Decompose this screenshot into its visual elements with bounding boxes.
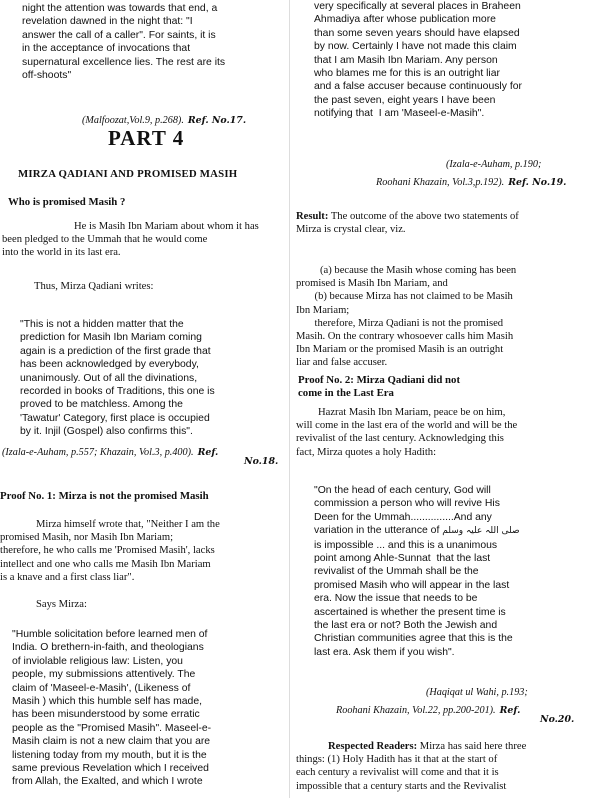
quote-continuation-braheen: very specifically at several places in Braheen Ahmadiya after whose publication more than some seven years should have elapsed by now. Certainly I have not made this claim that I am Masih Ibn Mariam. Any person who blames me for this is an outright liar and a false accuser because continuously for the past seven, eight years I have been notifying that I am 'Maseel-e-Masih". [314,1,522,120]
arabic-honorific: صلی اللہ علیہ وسلم [442,526,520,537]
quote-hadith-part2: is impossible ... and this is a unanimous point among Ahle-Sunnat that the last revivalist of the Ummah shall be the promised Masih who will appear in the last era. Now the issue that needs to be ascertained is whether the present time is the last era or not? Both the Jewish and Christian communities agree that this is the last era. Ask them if you wish". [314,539,513,658]
reference-20-line1: (Haqiqat ul Wahi, p.193; [426,687,528,698]
reference-20-source: Roohani Khazain, Vol.22, pp.200-201). [336,705,496,716]
intro-quote-continuation: night the attention was towards that end, a revelation dawned in the night that: "I answer the call of a caller". For saints, it is in the acceptance of invocations that supernatural excellence lies. The rest are its off-shoots" [22,3,226,82]
proof-1-heading: Proof No. 1: Mirza is not the promised Masih [0,490,209,502]
quote-hadith [314,484,520,659]
says-mirza: Says Mirza: [36,599,87,610]
reference-18-source: (Izala-e-Auham, p.557; Khazain, Vol.3, p.400). [2,447,194,458]
reference-19-source: Roohani Khazain, Vol.3,p.192). [376,177,505,188]
proof-2-paragraph-text: Hazrat Masih Ibn Mariam, peace be on him, will come in the last era of the world and will be the revivalist of the last century. Acknowledging this fact, Mirza quotes a holy Hadith: [296,407,518,458]
reference-18-mark: Ref. [197,447,219,458]
para-who-is-masih [2,220,259,260]
reference-20-mark: Ref. [499,705,521,716]
reference-18 [2,442,218,460]
para-who-is-masih-text: He is Masih Ibn Mariam about whom it has been pledged to the Ummah that he would come into the world in its last era. [2,221,259,259]
quote-prediction: "This is not a hidden matter that the prediction for Masih Ibn Mariam coming again is a prediction of the first grade that has been acknowledged by everybody, unanimously. Out of all the divinations, recorded in books of Traditions, this one is proved to be matchless. Among the 'Tawatur' Category, first place is occupied by it. Injil (Gospel) also confirms this". [20,319,215,438]
proof-2-heading: Proof No. 2: Mirza Qadiani did not come in the Last Era [298,374,461,400]
reference-20 [336,700,520,718]
quote-hadith-part1: "On the head of each century, God will commission a person who will revive His Deen for the Ummah...............And any variation in the utterance of [314,485,500,537]
column-gutter [289,0,290,798]
reference-17-source: (Malfoozat,Vol.9, p.268). [82,115,184,126]
proof-1-paragraph-text: Mirza himself wrote that, "Neither I am the promised Masih, nor Masih Ibn Mariam; therefore, he who calls me 'Promised Masih', lacks intellect and one who calls me Masih Ibn Mariam is a knave and a first class liar". [0,519,220,583]
points-text: (a) because the Masih whose coming has been promised is Masih Ibn Mariam, and (b) because Mirza has not claimed to be Masih Ibn Mariam; therefore, Mirza Qadiani is not the promised Masih. On the contrary whosoever calls him Masih Ibn Mariam or the promised Masih is an outright liar and false accuser. [296,265,517,369]
para-thus-mirza-writes: Thus, Mirza Qadiani writes: [34,281,154,292]
proof-1-paragraph [0,518,220,584]
readers-label: Respected Readers: [328,741,418,752]
readers-paragraph [296,740,526,793]
reference-17-mark: Ref. No.17. [187,115,247,126]
readers-text: Mirza has said here three things: (1) Holy Hadith has it that at the start of each century a revivalist will come and that it is impossible that a century starts and the Revivalist [296,741,527,792]
reference-19-mark: Ref. No.19. [508,177,567,188]
part-title: PART 4 [108,126,185,150]
reference-18-number: No.18. [244,456,279,467]
result-label: Result: [296,211,329,222]
quote-humble-solicitation: "Humble solicitation before learned men of India. O brethern-in-faith, and theologians of inviolable religious law: Listen, you people, my submissions attentively. The claim of 'Maseel-e-Masih', (Likeness of Masih ) which this humble self has made, has been misunderstood by some erratic people as the "Promised Masih". Maseel-e- Masih claim is not a new claim that you are listening today from my mouth, but it is the same previous Revelation which I received from Allah, the Exalted, and which I wrote [12,629,212,788]
result-paragraph [296,210,519,236]
result-text: The outcome of the above two statements of Mirza is crystal clear, viz. [296,211,519,236]
reference-19 [376,172,566,190]
section-title: MIRZA QADIANI AND PROMISED MASIH [18,168,238,180]
question-heading: Who is promised Masih ? [8,196,126,208]
points-paragraph [296,264,516,370]
proof-2-paragraph [296,406,517,459]
reference-19-line1: (Izala-e-Auham, p.190; [446,159,542,170]
reference-20-number: No.20. [540,714,575,725]
